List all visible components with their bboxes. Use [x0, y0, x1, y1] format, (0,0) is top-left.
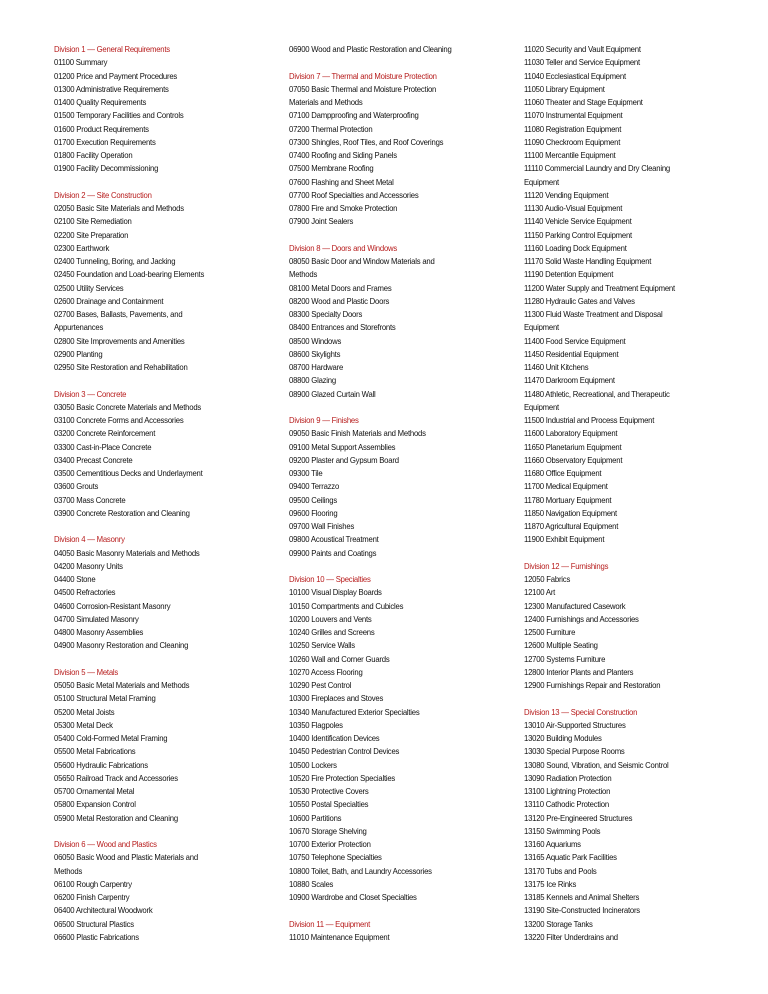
section-item: 06900 Wood and Plastic Restoration and Cleaning: [289, 44, 452, 54]
section-item: 02800 Site Improvements and Amenities: [54, 335, 185, 346]
section-gap: [54, 653, 272, 666]
section-item: 12400 Furnishings and Accessories: [524, 613, 639, 624]
section-item: 05900 Metal Restoration and Cleaning: [54, 812, 178, 823]
section-item: 11100 Mercantile Equipment: [524, 150, 616, 160]
section-item: 11300 Fluid Waste Treatment and Disposal: [524, 309, 663, 319]
section-item: 04400 Stone: [54, 574, 96, 584]
division-heading: Division 3 — Concrete: [54, 388, 127, 399]
section-item: 05100 Structural Metal Framing: [54, 693, 156, 704]
section-item: 05200 Metal Joists: [54, 706, 115, 717]
section-item: Appurtenances: [54, 322, 104, 333]
section-item: 13100 Lightning Protection: [524, 786, 611, 796]
section-item: 13170 Tubs and Pools: [524, 865, 597, 876]
section-item: 07100 Dampproofing and Waterproofing: [289, 110, 419, 121]
section-item: 10200 Louvers and Vents: [289, 613, 372, 624]
section-item: 12900 Furnishings Repair and Restoration: [524, 680, 661, 690]
section-item: 01200 Price and Payment Procedures: [54, 70, 178, 81]
section-item: 01700 Execution Requirements: [54, 136, 156, 147]
section-item: 01100 Summary: [54, 57, 108, 68]
section-item: 10270 Access Flooring: [289, 666, 363, 677]
section-item: 05400 Cold-Formed Metal Framing: [54, 733, 168, 743]
section-item: 01500 Temporary Facilities and Controls: [54, 110, 184, 121]
section-item: 13185 Kennels and Animal Shelters: [524, 892, 640, 902]
section-item: 11460 Unit Kitchens: [524, 362, 589, 372]
section-gap: [289, 560, 513, 573]
section-item: 03700 Mass Concrete: [54, 494, 126, 505]
section-item: 11470 Darkroom Equipment: [524, 375, 615, 386]
section-item: Equipment: [524, 401, 559, 412]
column-3: [524, 43, 760, 944]
division-heading: Division 7 — Thermal and Moisture Protection: [289, 70, 437, 81]
section-item: 12050 Fabrics: [524, 574, 571, 584]
section-item: 07600 Flashing and Sheet Metal: [289, 176, 394, 187]
division-heading: Division 6 — Wood and Plastics: [54, 839, 157, 849]
section-item: 08050 Basic Door and Window Materials and: [289, 256, 435, 266]
section-item: 13020 Building Modules: [524, 733, 602, 743]
section-item: 03900 Concrete Restoration and Cleaning: [54, 507, 190, 518]
section-item: 11700 Medical Equipment: [524, 481, 608, 492]
section-item: 09300 Tile: [289, 468, 323, 478]
section-item: 11190 Detention Equipment: [524, 269, 614, 280]
section-item: 11660 Observatory Equipment: [524, 454, 623, 465]
section-item: 11070 Instrumental Equipment: [524, 110, 623, 121]
section-gap: [289, 56, 513, 69]
division-heading: Division 9 — Finishes: [289, 415, 359, 425]
section-item: 05650 Railroad Track and Accessories: [54, 772, 178, 783]
section-item: 04800 Masonry Assemblies: [54, 627, 144, 637]
section-gap: [524, 692, 760, 705]
section-gap: [289, 904, 513, 917]
section-item: 02900 Planting: [54, 348, 103, 359]
section-item: 04050 Basic Masonry Materials and Methods: [54, 547, 200, 558]
section-item: 08900 Glazed Curtain Wall: [289, 388, 376, 399]
section-item: 06100 Rough Carpentry: [54, 878, 132, 889]
section-item: 10150 Compartments and Cubicles: [289, 600, 404, 611]
division-heading: Division 8 — Doors and Windows: [289, 242, 398, 253]
section-item: 04900 Masonry Restoration and Cleaning: [54, 640, 189, 651]
division-heading: Division 5 — Metals: [54, 666, 119, 677]
section-item: 13175 Ice Rinks: [524, 878, 577, 889]
section-item: 01400 Quality Requirements: [54, 97, 147, 107]
section-item: 04600 Corrosion-Resistant Masonry: [54, 600, 171, 611]
section-item: 10520 Fire Protection Specialties: [289, 772, 396, 783]
section-item: 13080 Sound, Vibration, and Seismic Control: [524, 759, 669, 770]
section-item: 09100 Metal Support Assemblies: [289, 441, 396, 452]
section-item: 03300 Cast-in-Place Concrete: [54, 441, 152, 452]
section-gap: [289, 401, 513, 414]
section-item: 07400 Roofing and Siding Panels: [289, 150, 397, 160]
section-item: 11450 Residential Equipment: [524, 348, 619, 359]
section-item: 10500 Lockers: [289, 759, 337, 770]
section-item: 02300 Earthwork: [54, 242, 110, 253]
section-item: 01300 Administrative Requirements: [54, 83, 169, 94]
section-item: 09700 Wall Finishes: [289, 521, 355, 531]
section-item: 05600 Hydraulic Fabrications: [54, 759, 148, 770]
column-2: [289, 43, 513, 944]
section-item: 10250 Service Walls: [289, 640, 355, 651]
section-item: 05500 Metal Fabrications: [54, 746, 136, 757]
section-item: 11650 Planetarium Equipment: [524, 441, 622, 452]
section-gap: [54, 520, 272, 533]
section-item: 13200 Storage Tanks: [524, 918, 593, 929]
division-heading: Division 11 — Equipment: [289, 918, 371, 929]
section-item: 12600 Multiple Seating: [524, 640, 598, 651]
section-item: 09600 Flooring: [289, 507, 338, 518]
section-item: 07050 Basic Thermal and Moisture Protection: [289, 83, 437, 94]
section-gap: [289, 229, 513, 242]
section-item: 08200 Wood and Plastic Doors: [289, 295, 390, 306]
section-item: 10340 Manufactured Exterior Specialties: [289, 706, 420, 717]
section-item: 11200 Water Supply and Treatment Equipment: [524, 282, 675, 293]
section-item: 13120 Pre-Engineered Structures: [524, 812, 633, 823]
section-item: 05800 Expansion Control: [54, 799, 136, 810]
section-item: 11130 Audio-Visual Equipment: [524, 203, 623, 213]
section-item: 08600 Skylights: [289, 348, 341, 359]
section-item: 11140 Vehicle Service Equipment: [524, 216, 632, 227]
section-item: 11170 Solid Waste Handling Equipment: [524, 256, 652, 266]
section-item: 11080 Registration Equipment: [524, 123, 622, 134]
section-item: 11280 Hydraulic Gates and Valves: [524, 295, 635, 306]
section-item: 08800 Glazing: [289, 375, 336, 386]
section-item: 07700 Roof Specialties and Accessories: [289, 189, 419, 200]
section-item: 10800 Toilet, Bath, and Laundry Accessories: [289, 865, 432, 876]
section-item: 13165 Aquatic Park Facilities: [524, 852, 617, 863]
section-item: 10880 Scales: [289, 878, 334, 889]
division-heading: Division 1 — General Requirements: [54, 44, 170, 54]
section-item: 09500 Ceilings: [289, 494, 338, 505]
section-item: 13090 Radiation Protection: [524, 772, 612, 783]
section-item: 13190 Site-Constructed Incinerators: [524, 905, 640, 916]
section-item: 11480 Athletic, Recreational, and Therapeutic: [524, 388, 670, 399]
section-item: 11160 Loading Dock Equipment: [524, 242, 627, 253]
section-item: 12700 Systems Furniture: [524, 653, 606, 664]
section-gap: [524, 547, 760, 560]
section-item: 09200 Plaster and Gypsum Board: [289, 454, 399, 465]
section-item: 07300 Shingles, Roof Tiles, and Roof Coverings: [289, 136, 444, 147]
section-item: 03050 Basic Concrete Materials and Methods: [54, 401, 202, 412]
section-item: Methods: [54, 865, 83, 876]
section-item: 10750 Telephone Specialties: [289, 852, 382, 863]
division-heading: Division 12 — Furnishings: [524, 560, 609, 571]
section-item: 13220 Filter Underdrains and: [524, 931, 618, 942]
section-item: Equipment: [524, 322, 559, 333]
section-item: 08500 Windows: [289, 335, 342, 346]
section-item: 13010 Air-Supported Structures: [524, 719, 626, 730]
section-item: 10900 Wardrobe and Closet Specialties: [289, 892, 417, 902]
section-item: 11900 Exhibit Equipment: [524, 534, 605, 545]
section-item: 13150 Swimming Pools: [524, 825, 601, 836]
section-item: 10450 Pedestrian Control Devices: [289, 746, 400, 757]
section-item: 10240 Grilles and Screens: [289, 627, 375, 637]
section-item: 07800 Fire and Smoke Protection: [289, 203, 398, 213]
section-item: 10400 Identification Devices: [289, 733, 380, 743]
section-item: 11090 Checkroom Equipment: [524, 136, 621, 147]
section-item: 02200 Site Preparation: [54, 229, 129, 240]
section-item: Equipment: [524, 176, 559, 187]
section-item: 07500 Membrane Roofing: [289, 163, 374, 174]
section-item: 09400 Terrazzo: [289, 481, 340, 492]
section-item: 08100 Metal Doors and Frames: [289, 282, 392, 293]
section-item: 11050 Library Equipment: [524, 83, 605, 94]
division-heading: Division 4 — Masonry: [54, 534, 125, 545]
section-item: 02100 Site Remediation: [54, 216, 132, 227]
division-heading: Division 13 — Special Construction: [524, 706, 638, 717]
section-item: 02600 Drainage and Containment: [54, 295, 164, 306]
section-item: 03200 Concrete Reinforcement: [54, 428, 156, 439]
section-gap: [54, 374, 272, 387]
section-item: 09800 Acoustical Treatment: [289, 534, 379, 545]
section-item: 10670 Storage Shelving: [289, 825, 367, 836]
section-item: 10260 Wall and Corner Guards: [289, 653, 390, 664]
section-item: 11150 Parking Control Equipment: [524, 229, 632, 240]
section-item: 02500 Utility Services: [54, 282, 124, 293]
section-item: 11870 Agricultural Equipment: [524, 521, 619, 531]
section-item: 12300 Manufactured Casework: [524, 600, 626, 611]
section-item: 10530 Protective Covers: [289, 786, 369, 796]
section-item: 11040 Ecclesiastical Equipment: [524, 70, 626, 81]
section-item: 04500 Refractories: [54, 587, 116, 598]
section-item: 10350 Flagpoles: [289, 719, 343, 730]
section-item: 09900 Paints and Coatings: [289, 547, 377, 558]
section-item: 05050 Basic Metal Materials and Methods: [54, 680, 190, 690]
section-item: 03400 Precast Concrete: [54, 454, 133, 465]
section-item: 11010 Maintenance Equipment: [289, 931, 390, 942]
section-item: 06600 Plastic Fabrications: [54, 931, 139, 942]
section-item: 07200 Thermal Protection: [289, 123, 373, 134]
section-item: 06200 Finish Carpentry: [54, 892, 130, 902]
section-item: 08700 Hardware: [289, 362, 344, 372]
division-heading: Division 10 — Specialties: [289, 574, 371, 584]
section-item: 02050 Basic Site Materials and Methods: [54, 203, 184, 213]
section-item: 02700 Bases, Ballasts, Pavements, and: [54, 309, 183, 319]
section-gap: [54, 825, 272, 838]
section-item: 02450 Foundation and Load-bearing Elements: [54, 269, 205, 280]
section-item: 11060 Theater and Stage Equipment: [524, 97, 643, 107]
section-item: 09050 Basic Finish Materials and Methods: [289, 428, 426, 439]
section-item: 11850 Navigation Equipment: [524, 507, 617, 518]
section-item: 04200 Masonry Units: [54, 560, 123, 571]
section-item: 08300 Specialty Doors: [289, 309, 363, 319]
section-item: Methods: [289, 269, 318, 280]
section-item: 03600 Grouts: [54, 481, 99, 492]
section-item: 10300 Fireplaces and Stoves: [289, 693, 384, 704]
section-item: 01800 Facility Operation: [54, 150, 133, 160]
section-item: 13110 Cathodic Protection: [524, 799, 609, 810]
section-item: 11030 Teller and Service Equipment: [524, 57, 640, 68]
section-gap: [54, 176, 272, 189]
column-1: [54, 43, 272, 944]
section-item: 01600 Product Requirements: [54, 123, 149, 134]
section-item: 11600 Laboratory Equipment: [524, 428, 618, 439]
section-item: 05300 Metal Deck: [54, 719, 113, 730]
section-item: 04700 Simulated Masonry: [54, 613, 139, 624]
section-item: 02950 Site Restoration and Rehabilitation: [54, 362, 188, 372]
section-item: 12100 Art: [524, 587, 556, 598]
section-item: 06400 Architectural Woodwork: [54, 905, 153, 916]
section-item: 11400 Food Service Equipment: [524, 335, 626, 346]
section-item: 12800 Interior Plants and Planters: [524, 666, 634, 677]
section-item: 08400 Entrances and Storefronts: [289, 322, 396, 333]
section-item: 11020 Security and Vault Equipment: [524, 44, 641, 54]
section-item: 11500 Industrial and Process Equipment: [524, 415, 655, 425]
section-item: 02400 Tunneling, Boring, and Jacking: [54, 256, 176, 266]
section-item: 11120 Vending Equipment: [524, 189, 609, 200]
section-item: 06500 Structural Plastics: [54, 918, 134, 929]
section-item: 10700 Exterior Protection: [289, 839, 371, 849]
section-item: 10290 Pest Control: [289, 680, 352, 690]
section-item: 07900 Joint Sealers: [289, 216, 354, 227]
section-item: 11780 Mortuary Equipment: [524, 494, 612, 505]
section-item: 11680 Office Equipment: [524, 468, 602, 478]
section-item: 13030 Special Purpose Rooms: [524, 746, 625, 757]
section-item: 06050 Basic Wood and Plastic Materials and: [54, 852, 198, 863]
section-item: 10100 Visual Display Boards: [289, 587, 382, 598]
section-item: 10550 Postal Specialties: [289, 799, 369, 810]
section-item: 01900 Facility Decommissioning: [54, 163, 159, 174]
section-item: 10600 Partitions: [289, 812, 342, 823]
section-item: 13160 Aquariums: [524, 839, 581, 849]
section-item: 12500 Furniture: [524, 627, 576, 637]
section-item: 11110 Commercial Laundry and Dry Cleaning: [524, 163, 670, 174]
section-item: 05700 Ornamental Metal: [54, 786, 135, 796]
division-heading: Division 2 — Site Construction: [54, 189, 152, 200]
section-item: 03500 Cementitious Decks and Underlayment: [54, 468, 203, 478]
section-item: Materials and Methods: [289, 97, 363, 107]
section-item: 03100 Concrete Forms and Accessories: [54, 415, 184, 425]
